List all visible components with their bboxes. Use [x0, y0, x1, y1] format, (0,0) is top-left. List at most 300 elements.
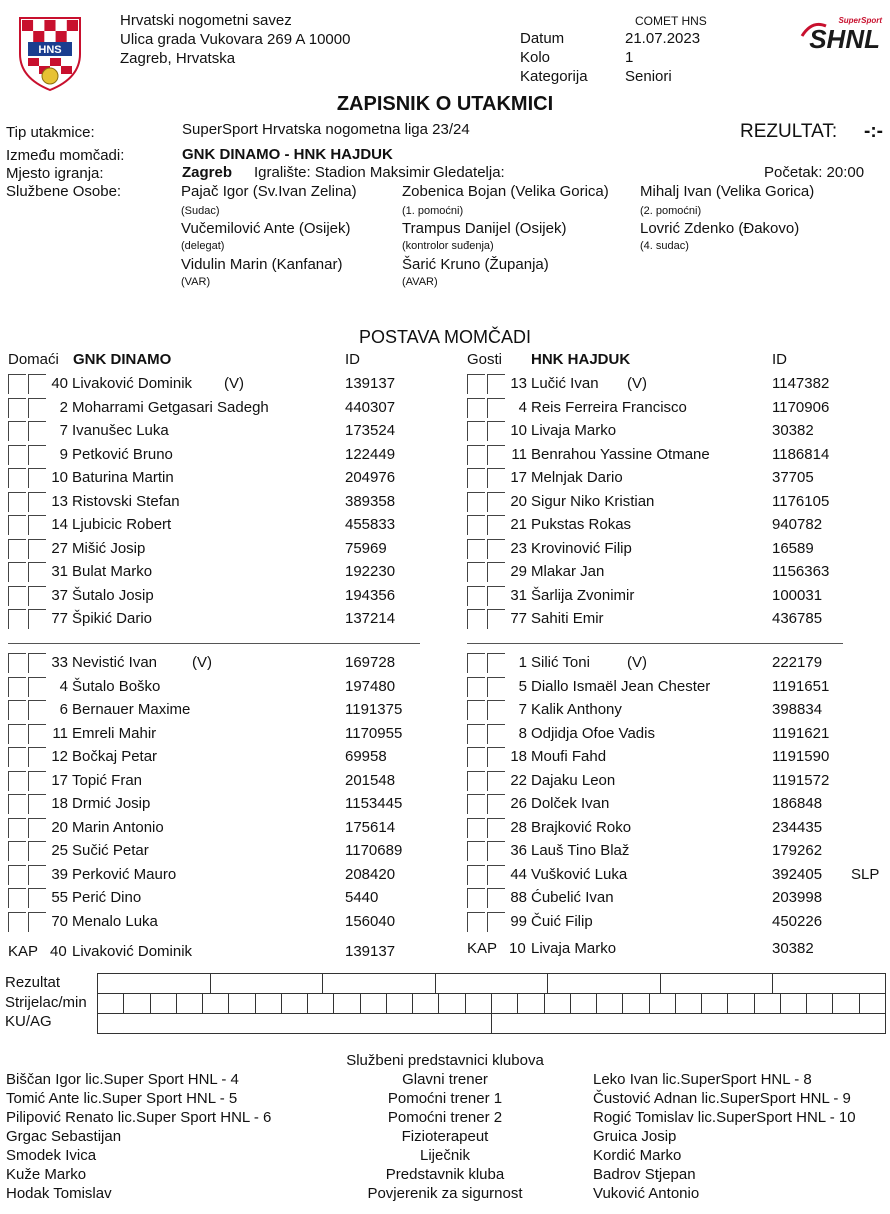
place-value: Zagreb	[182, 164, 233, 181]
player-status: SLP	[851, 865, 880, 883]
teams-label: Između momčadi:	[6, 147, 125, 164]
away-club-rep: Rogić Tomislav lic.SuperSport HNL - 10	[593, 1109, 856, 1126]
grid-cell	[623, 994, 649, 1013]
match-type-label: Tip utakmice:	[6, 124, 95, 141]
home-side-label: Domaći	[8, 351, 59, 368]
grid-cell	[308, 994, 334, 1013]
player-id: 1170689	[345, 842, 403, 859]
player-checkbox	[8, 888, 26, 908]
player-number: 18	[51, 795, 68, 812]
result-label: REZULTAT:	[740, 121, 838, 142]
player-checkbox	[467, 492, 485, 512]
player-checkbox	[8, 653, 26, 673]
player-id: 139137	[345, 375, 396, 392]
player-id: 1156363	[772, 563, 830, 580]
player-id: 450226	[772, 912, 823, 930]
result-value: -:-	[864, 121, 883, 142]
grid-label-cards: KU/AG	[5, 1013, 52, 1030]
player-name: Bulat Marko	[72, 563, 153, 580]
player-name: Silić Toni	[531, 654, 590, 671]
player-id: 197480	[345, 677, 396, 695]
player-number: 26	[510, 795, 527, 812]
player-checkbox	[467, 818, 485, 838]
club-rep-role: Liječnik	[419, 1147, 471, 1164]
player-id: 201548	[345, 771, 396, 789]
player-id: 234435	[772, 818, 823, 836]
player-name: Šarlija Zvonimir	[531, 586, 635, 604]
player-name: Lučić Ivan	[531, 375, 599, 392]
official-role: (1. pomoćni)	[402, 205, 464, 217]
player-checkbox	[467, 586, 485, 606]
player-checkbox	[467, 747, 485, 767]
player-name: Krovinović Filip	[531, 539, 632, 557]
player-name: Livaja Marko	[531, 422, 617, 439]
player-name: Topić Fran	[72, 771, 143, 789]
grid-cell	[807, 994, 833, 1013]
player-id: 16589	[772, 539, 814, 557]
player-name: Čuić Filip	[531, 912, 593, 930]
page-title: ZAPISNIK O UTAKMICI	[336, 93, 554, 115]
player-id: 204976	[345, 469, 396, 486]
player-number: 21	[510, 516, 527, 533]
player-number: 77	[510, 610, 527, 627]
player-number: 5	[518, 677, 527, 695]
grid-cell	[676, 994, 702, 1013]
player-number: 10	[510, 422, 527, 439]
grid-cell	[334, 994, 360, 1013]
player-checkbox	[467, 468, 485, 488]
grid-label-result: Rezultat	[5, 974, 61, 991]
player-checkbox	[467, 841, 485, 861]
player-number: 9	[59, 445, 68, 463]
grid-cell	[177, 994, 203, 1013]
player-name: Benrahou Yassine Otmane	[531, 445, 710, 463]
player-id: 389358	[345, 492, 396, 510]
club-rep-role: Predstavnik kluba	[385, 1166, 505, 1183]
player-number: 77	[51, 610, 68, 627]
away-captain-label: KAP	[467, 940, 498, 957]
grid-cell	[492, 994, 518, 1013]
home-club-rep: Tomić Ante lic.Super Sport HNL - 5	[6, 1090, 238, 1107]
player-name: Ljubicic Robert	[72, 516, 172, 533]
player-number: 8	[518, 724, 527, 742]
player-name: Ivanušec Luka	[72, 422, 169, 439]
grid-cell	[211, 974, 324, 993]
comet-label: COMET HNS	[635, 14, 707, 28]
official-name: Zobenica Bojan (Velika Gorica)	[402, 183, 609, 200]
date-value: 21.07.2023	[625, 30, 701, 47]
club-rep-role: Pomoćni trener 1	[387, 1090, 503, 1107]
player-checkbox	[8, 445, 26, 465]
player-name: Petković Bruno	[72, 445, 173, 463]
player-checkbox	[8, 562, 26, 582]
player-name: Emreli Mahir	[72, 724, 157, 742]
player-id: 30382	[772, 422, 814, 439]
away-subs-divider	[467, 643, 843, 644]
grid-label-scorer: Strijelac/min	[5, 994, 87, 1011]
player-id: 222179	[772, 654, 823, 671]
player-name: Brajković Roko	[531, 818, 632, 836]
player-checkbox	[467, 539, 485, 559]
player-number: 23	[510, 539, 527, 557]
player-name: Dolček Ivan	[531, 795, 610, 812]
club-reps-title: Službeni predstavnici klubova	[346, 1052, 544, 1069]
player-checkbox	[8, 515, 26, 535]
org-address: Ulica grada Vukovara 269 A 10000	[120, 31, 351, 48]
player-id: 5440	[345, 889, 379, 906]
player-checkbox	[467, 724, 485, 744]
player-id: 175614	[345, 818, 396, 836]
player-number: 13	[51, 492, 68, 510]
grid-cell	[256, 994, 282, 1013]
player-name: Bernauer Maxime	[72, 701, 191, 718]
player-number: 40	[51, 375, 68, 392]
start-time: Početak: 20:00	[764, 164, 865, 181]
player-checkbox	[8, 677, 26, 697]
away-id-header: ID	[772, 351, 787, 368]
player-name: Reis Ferreira Francisco	[531, 398, 687, 416]
player-checkbox	[467, 865, 485, 885]
stadium: Igralište: Stadion Maksimir	[254, 164, 430, 181]
grid-cell	[492, 1014, 885, 1033]
player-name: Ćubelić Ivan	[531, 889, 614, 906]
player-id: 173524	[345, 422, 396, 439]
player-checkbox	[8, 492, 26, 512]
player-id: 1191572	[772, 771, 830, 789]
player-checkbox	[8, 421, 26, 441]
player-number: 7	[518, 701, 527, 718]
supersport-hnl-logo	[800, 14, 884, 52]
category-label: Kategorija	[520, 68, 588, 85]
grid-cell	[773, 974, 885, 993]
club-rep-role: Pomoćni trener 2	[387, 1109, 503, 1126]
player-id: 203998	[772, 889, 823, 906]
player-name: Marin Antonio	[72, 818, 164, 836]
player-name: Bočkaj Petar	[72, 748, 158, 765]
player-number: 12	[51, 748, 68, 765]
grid-cell	[387, 994, 413, 1013]
org-city: Zagreb, Hrvatska	[120, 50, 236, 67]
grid-cell	[124, 994, 150, 1013]
player-id: 1170955	[345, 724, 403, 742]
player-checkbox	[467, 700, 485, 720]
player-checkbox	[8, 771, 26, 791]
player-id: 1153445	[345, 795, 403, 812]
player-number: 2	[59, 398, 68, 416]
grid-cell	[413, 994, 439, 1013]
goalkeeper-mark: (V)	[627, 654, 647, 671]
player-name: Melnjak Dario	[531, 469, 623, 486]
player-checkbox	[467, 653, 485, 673]
player-id: 392405	[772, 865, 823, 883]
grid-cell	[755, 994, 781, 1013]
player-checkbox	[467, 515, 485, 535]
club-rep-role: Glavni trener	[402, 1071, 488, 1088]
player-name: Dajaku Leon	[531, 771, 616, 789]
player-name: Pukstas Rokas	[531, 516, 632, 533]
away-club-rep: Vuković Antonio	[593, 1185, 700, 1202]
player-checkbox	[467, 398, 485, 418]
player-id: 192230	[345, 563, 396, 580]
grid-cell	[203, 994, 229, 1013]
player-number: 37	[51, 586, 68, 604]
grid-cell	[545, 994, 571, 1013]
player-id: 137214	[345, 610, 396, 627]
away-club-rep: Badrov Stjepan	[593, 1166, 696, 1183]
away-club-rep: Čustović Adnan lic.SuperSport HNL - 9	[593, 1090, 851, 1107]
player-number: 33	[51, 654, 68, 671]
official-name: Šarić Kruno (Županja)	[402, 256, 549, 273]
player-name: Baturina Martin	[72, 469, 174, 486]
goalkeeper-mark: (V)	[627, 375, 647, 392]
official-name: Trampus Danijel (Osijek)	[402, 220, 567, 237]
player-name: Ristovski Stefan	[72, 492, 180, 510]
official-name: Mihalj Ivan (Velika Gorica)	[640, 183, 815, 200]
officials-label: Službene Osobe:	[6, 183, 122, 200]
player-id: 1147382	[772, 375, 830, 392]
home-club-rep: Biščan Igor lic.Super Sport HNL - 4	[6, 1071, 239, 1088]
player-id: 1191375	[345, 701, 403, 718]
official-role: (Sudac)	[181, 205, 220, 217]
official-name: Pajač Igor (Sv.Ivan Zelina)	[181, 183, 357, 200]
home-club-rep: Smodek Ivica	[6, 1147, 97, 1164]
match-type-value: SuperSport Hrvatska nogometna liga 23/24	[182, 121, 470, 138]
player-number: 1	[518, 654, 527, 671]
player-name: Moufi Fahd	[531, 748, 607, 765]
player-id: 75969	[345, 539, 387, 557]
player-id: 1176105	[772, 492, 830, 510]
grid-cell	[98, 1014, 492, 1033]
player-name: Perković Mauro	[72, 865, 177, 883]
home-club-rep: Kuže Marko	[6, 1166, 87, 1183]
player-id: 186848	[772, 795, 823, 812]
player-number: 20	[51, 818, 68, 836]
player-checkbox	[8, 912, 26, 932]
round-label: Kolo	[520, 49, 551, 66]
home-subs-divider	[8, 643, 420, 644]
player-checkbox	[8, 700, 26, 720]
player-id: 940782	[772, 516, 823, 533]
goalkeeper-mark: (V)	[224, 375, 244, 392]
club-rep-role: Fizioterapeut	[401, 1128, 489, 1145]
scorer-grid-row	[97, 993, 886, 1014]
player-checkbox	[467, 677, 485, 697]
player-number: 27	[51, 539, 68, 557]
away-captain-number: 10	[509, 940, 526, 957]
player-name: Diallo Ismaël Jean Chester	[531, 677, 711, 695]
home-captain-label: KAP	[8, 943, 39, 960]
grid-cell	[833, 994, 859, 1013]
player-checkbox	[467, 912, 485, 932]
home-captain-name: Livaković Dominik	[72, 943, 193, 960]
player-number: 88	[510, 889, 527, 906]
player-name: Šutalo Boško	[72, 677, 161, 695]
hnl-logo-top: SuperSport	[838, 16, 882, 25]
player-id: 69958	[345, 748, 387, 765]
player-checkbox	[8, 374, 26, 394]
place-label: Mjesto igranja:	[6, 165, 104, 182]
player-checkbox	[467, 888, 485, 908]
player-number: 18	[510, 748, 527, 765]
home-club-rep: Grgac Sebastijan	[6, 1128, 122, 1145]
away-captain-id: 30382	[772, 940, 814, 957]
player-id: 194356	[345, 586, 396, 604]
official-name: Vidulin Marin (Kanfanar)	[181, 256, 343, 273]
grid-cell	[728, 994, 754, 1013]
official-name: Vučemilović Ante (Osijek)	[181, 220, 351, 237]
player-name: Menalo Luka	[72, 912, 158, 930]
club-rep-role: Povjerenik za sigurnost	[367, 1185, 523, 1202]
player-number: 17	[51, 771, 68, 789]
player-id: 100031	[772, 586, 823, 604]
player-number: 29	[510, 563, 527, 580]
hns-crest-logo	[14, 14, 86, 92]
player-number: 44	[510, 865, 527, 883]
player-number: 99	[510, 912, 527, 930]
player-checkbox	[8, 724, 26, 744]
player-name: Sahiti Emir	[531, 610, 604, 627]
player-number: 31	[510, 586, 527, 604]
player-number: 7	[59, 422, 68, 439]
player-checkbox	[467, 794, 485, 814]
away-club-rep: Kordić Marko	[593, 1147, 682, 1164]
player-number: 70	[51, 912, 68, 930]
grid-cell	[661, 974, 774, 993]
player-name: Mišić Josip	[72, 539, 146, 557]
player-number: 20	[510, 492, 527, 510]
player-checkbox	[467, 609, 485, 629]
home-captain-number: 40	[50, 943, 67, 960]
player-number: 4	[518, 398, 527, 416]
home-id-header: ID	[345, 351, 360, 368]
player-checkbox	[8, 609, 26, 629]
player-number: 6	[59, 701, 68, 718]
grid-cell	[860, 994, 885, 1013]
grid-cell	[571, 994, 597, 1013]
grid-cell	[650, 994, 676, 1013]
grid-cell	[466, 994, 492, 1013]
player-number: 39	[51, 865, 68, 883]
player-checkbox	[8, 398, 26, 418]
home-captain-id: 139137	[345, 943, 396, 960]
player-name: Sučić Petar	[72, 842, 149, 859]
player-number: 10	[51, 469, 68, 486]
player-checkbox	[8, 818, 26, 838]
player-checkbox	[8, 841, 26, 861]
official-role: (2. pomoćni)	[640, 205, 702, 217]
away-club-rep: Leko Ivan lic.SuperSport HNL - 8	[593, 1071, 812, 1088]
player-id: 208420	[345, 865, 396, 883]
player-name: Moharrami Getgasari Sadegh	[72, 398, 269, 416]
player-checkbox	[8, 794, 26, 814]
grid-cell	[361, 994, 387, 1013]
player-number: 31	[51, 563, 68, 580]
result-grid-row	[97, 973, 886, 994]
player-id: 37705	[772, 469, 814, 486]
player-checkbox	[467, 374, 485, 394]
grid-cell	[282, 994, 308, 1013]
player-id: 1191651	[772, 677, 830, 695]
grid-cell	[548, 974, 661, 993]
player-number: 36	[510, 842, 527, 859]
cards-grid-row	[97, 1013, 886, 1034]
official-role: (kontrolor suđenja)	[402, 240, 494, 252]
player-checkbox	[467, 562, 485, 582]
player-id: 169728	[345, 654, 396, 671]
player-name: Lauš Tino Blaž	[531, 842, 630, 859]
hnl-logo-main: SHNL	[809, 24, 880, 52]
player-id: 156040	[345, 912, 396, 930]
grid-cell	[323, 974, 436, 993]
audience-label: Gledatelja:	[433, 164, 505, 181]
player-name: Šutalo Josip	[72, 586, 154, 604]
player-number: 4	[59, 677, 68, 695]
away-side-label: Gosti	[467, 351, 503, 368]
grid-cell	[151, 994, 177, 1013]
player-name: Mlakar Jan	[531, 563, 605, 580]
official-role: (AVAR)	[402, 276, 438, 288]
round-value: 1	[625, 49, 634, 66]
grid-cell	[229, 994, 255, 1013]
home-club-rep: Hodak Tomislav	[6, 1185, 112, 1202]
player-name: Odjidja Ofoe Vadis	[531, 724, 655, 742]
player-checkbox	[8, 865, 26, 885]
player-number: 28	[510, 818, 527, 836]
player-name: Kalik Anthony	[531, 701, 622, 718]
category-value: Seniori	[625, 68, 672, 85]
away-club-rep: Gruica Josip	[593, 1128, 677, 1145]
player-number: 17	[510, 469, 527, 486]
official-role: (4. sudac)	[640, 240, 689, 252]
official-role: (delegat)	[181, 240, 225, 252]
grid-cell	[98, 994, 124, 1013]
grid-cell	[439, 994, 465, 1013]
home-club-rep: Pilipović Renato lic.Super Sport HNL - 6	[6, 1109, 272, 1126]
date-label: Datum	[520, 30, 565, 47]
away-captain-name: Livaja Marko	[531, 940, 617, 957]
player-id: 1191590	[772, 748, 830, 765]
player-name: Špikić Dario	[72, 610, 153, 627]
player-id: 1186814	[772, 445, 830, 463]
player-id: 455833	[345, 516, 396, 533]
org-name: Hrvatski nogometni savez	[120, 12, 292, 29]
player-id: 440307	[345, 398, 396, 416]
player-checkbox	[8, 468, 26, 488]
teams-value: GNK DINAMO - HNK HAJDUK	[182, 146, 393, 163]
player-name: Drmić Josip	[72, 795, 151, 812]
player-number: 13	[510, 375, 527, 392]
player-number: 25	[51, 842, 68, 859]
player-id: 1170906	[772, 398, 830, 416]
player-number: 14	[51, 516, 68, 533]
player-checkbox	[467, 445, 485, 465]
player-number: 11	[52, 724, 68, 742]
grid-cell	[597, 994, 623, 1013]
official-name: Lovrić Zdenko (Đakovo)	[640, 220, 800, 237]
player-checkbox	[8, 747, 26, 767]
hns-logo-text: HNS	[38, 44, 62, 56]
grid-cell	[436, 974, 549, 993]
player-name: Perić Dino	[72, 889, 142, 906]
away-team-name: HNK HAJDUK	[531, 351, 631, 368]
home-team-name: GNK DINAMO	[73, 351, 172, 368]
player-id: 1191621	[772, 724, 830, 742]
official-role: (VAR)	[181, 276, 211, 288]
player-name: Nevistić Ivan	[72, 654, 158, 671]
grid-cell	[702, 994, 728, 1013]
player-name: Vušković Luka	[531, 865, 628, 883]
player-checkbox	[467, 771, 485, 791]
